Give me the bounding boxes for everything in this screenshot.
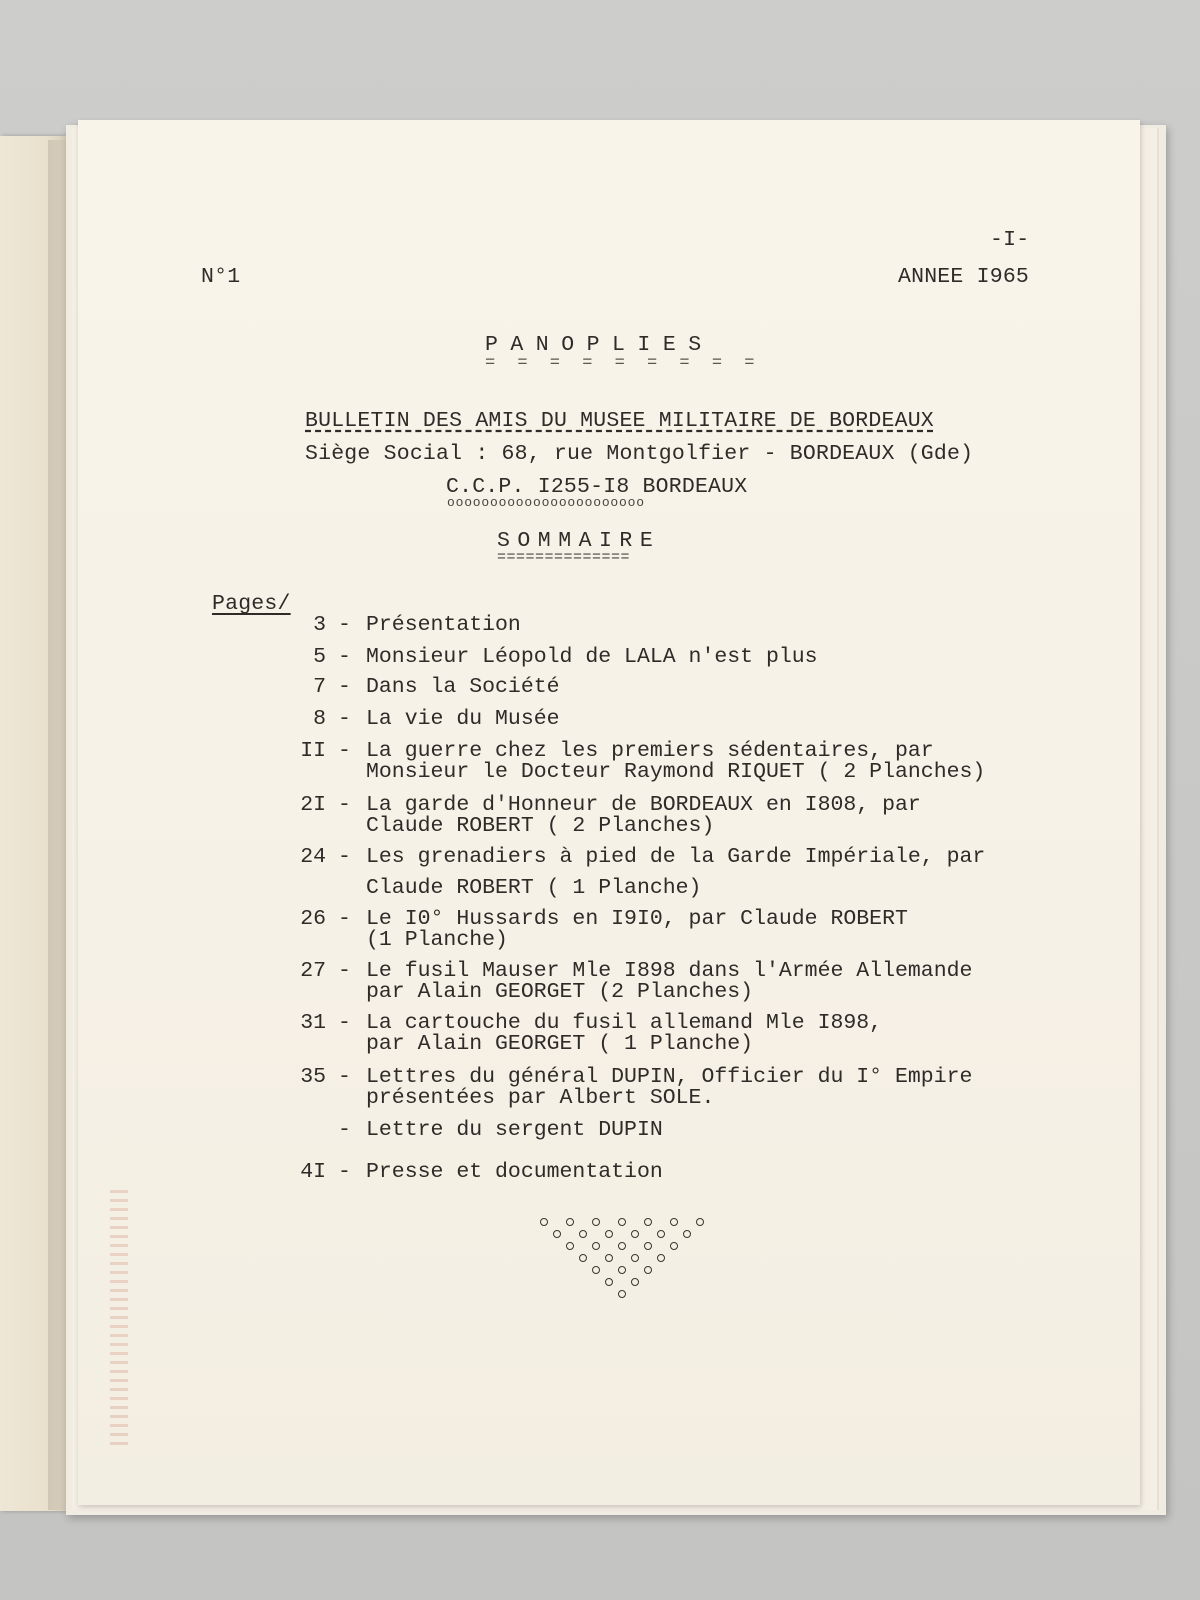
- toc-page-number: 3: [313, 613, 326, 637]
- toc-dash: -: [338, 739, 351, 763]
- page-number: -I-: [990, 228, 1030, 252]
- ornament-dot: [566, 1242, 574, 1250]
- ornament-dot: [566, 1218, 574, 1226]
- ornament-dot: [644, 1266, 652, 1274]
- toc-entry-line: Monsieur Léopold de LALA n'est plus: [366, 645, 818, 669]
- toc-entry-line: La guerre chez les premiers sédentaires, par: [366, 739, 934, 763]
- toc-entry-line: Dans la Société: [366, 675, 560, 699]
- title-block: [485, 334, 760, 373]
- ornament-dot: [670, 1218, 678, 1226]
- ornament-dot: [618, 1266, 626, 1274]
- ornament-dot: [579, 1230, 587, 1238]
- ornament-dot: [553, 1230, 561, 1238]
- toc-dash: -: [338, 1011, 351, 1035]
- toc-dash: -: [338, 1118, 351, 1142]
- toc-dash: -: [338, 675, 351, 699]
- ornament-dot: [657, 1254, 665, 1262]
- publisher-address: Siège Social : 68, rue Montgolfier - BORDEAUX (Gde): [305, 442, 974, 466]
- toc-entry-line: Les grenadiers à pied de la Garde Impériale, par: [366, 845, 986, 869]
- title-underline: = = = = = = = = =: [485, 354, 761, 373]
- ornament-icon: [540, 1218, 720, 1298]
- postal-account-rule: ooooooooooooooooooooooo: [447, 495, 645, 510]
- toc-entry-line: (1 Planche): [366, 928, 508, 952]
- ornament-dot: [657, 1230, 665, 1238]
- ornament-dot: [670, 1242, 678, 1250]
- bulletin-name: BULLETIN DES AMIS DU MUSEE MILITAIRE DE BORDEAUX: [305, 409, 934, 433]
- toc-entry-line: Presse et documentation: [366, 1160, 663, 1184]
- ornament-dot: [579, 1254, 587, 1262]
- toc-page-number: 5: [313, 645, 326, 669]
- toc-dash: -: [338, 845, 351, 869]
- toc-entry-line: Présentation: [366, 613, 521, 637]
- toc-entry-line: Lettre du sergent DUPIN: [366, 1118, 663, 1142]
- ornament-dot: [618, 1218, 626, 1226]
- ornament-dot: [644, 1218, 652, 1226]
- issue-year: ANNEE I965: [898, 265, 1030, 289]
- toc-dash: -: [338, 793, 351, 817]
- toc-page-number: 24: [300, 845, 326, 869]
- toc-page-number: 35: [300, 1065, 326, 1089]
- toc-entry-line: La garde d'Honneur de BORDEAUX en I808, par: [366, 793, 921, 817]
- toc-page-number: 31: [300, 1011, 326, 1035]
- summary-underline: ==============: [497, 549, 631, 566]
- toc-page-number: 8: [313, 707, 326, 731]
- summary-heading: [497, 530, 660, 566]
- toc-entry-line: Monsieur le Docteur Raymond RIQUET ( 2 Planches): [366, 760, 986, 784]
- page-title: PANOPLIES: [485, 333, 714, 357]
- toc-dash: -: [338, 707, 351, 731]
- toc-entry-line: Claude ROBERT ( 1 Planche): [366, 876, 702, 900]
- toc-dash: -: [338, 613, 351, 637]
- toc-dash: -: [338, 959, 351, 983]
- toc-entry-line: par Alain GEORGET (2 Planches): [366, 980, 754, 1004]
- ornament-dot: [605, 1278, 613, 1286]
- ornament-dot: [631, 1230, 639, 1238]
- toc-page-number: 4I: [300, 1160, 326, 1184]
- postal-account: C.C.P. I255-I8 BORDEAUX: [446, 475, 748, 499]
- toc-page-number: 7: [313, 675, 326, 699]
- toc-page-number: 2I: [300, 793, 326, 817]
- ornament-dot: [618, 1242, 626, 1250]
- foxing-stain: [110, 1190, 128, 1450]
- toc-entry-line: Claude ROBERT ( 2 Planches): [366, 814, 715, 838]
- ornament-dot: [540, 1218, 548, 1226]
- ornament-dot: [631, 1278, 639, 1286]
- ornament-dot: [592, 1266, 600, 1274]
- ornament-dot: [592, 1242, 600, 1250]
- summary-title: SOMMAIRE: [497, 529, 661, 553]
- ornament-dot: [618, 1290, 626, 1298]
- ornament-dot: [631, 1254, 639, 1262]
- ornament-dot: [644, 1242, 652, 1250]
- ornament-dot: [605, 1254, 613, 1262]
- ornament-dot: [605, 1230, 613, 1238]
- toc-entry-line: par Alain GEORGET ( 1 Planche): [366, 1032, 754, 1056]
- toc-page-number: 27: [300, 959, 326, 983]
- ornament-dot: [592, 1218, 600, 1226]
- pages-label: Pages/: [212, 592, 291, 616]
- toc-dash: -: [338, 1160, 351, 1184]
- toc-entry-line: présentées par Albert SOLE.: [366, 1086, 715, 1110]
- issue-number: N°1: [201, 265, 241, 289]
- toc-dash: -: [338, 645, 351, 669]
- toc-dash: -: [338, 1065, 351, 1089]
- toc-entry-line: La vie du Musée: [366, 707, 560, 731]
- toc-dash: -: [338, 907, 351, 931]
- toc-entry-line: La cartouche du fusil allemand Mle I898,: [366, 1011, 883, 1035]
- ornament-dot: [683, 1230, 691, 1238]
- ornament-dot: [696, 1218, 704, 1226]
- toc-page-number: II: [300, 739, 326, 763]
- toc-page-number: 26: [300, 907, 326, 931]
- toc-entry-line: Le I0° Hussards en I9I0, par Claude ROBERT: [366, 907, 908, 931]
- toc-entry-line: Le fusil Mauser Mle I898 dans l'Armée Allemande: [366, 959, 973, 983]
- toc-entry-line: Lettres du général DUPIN, Officier du I° Empire: [366, 1065, 973, 1089]
